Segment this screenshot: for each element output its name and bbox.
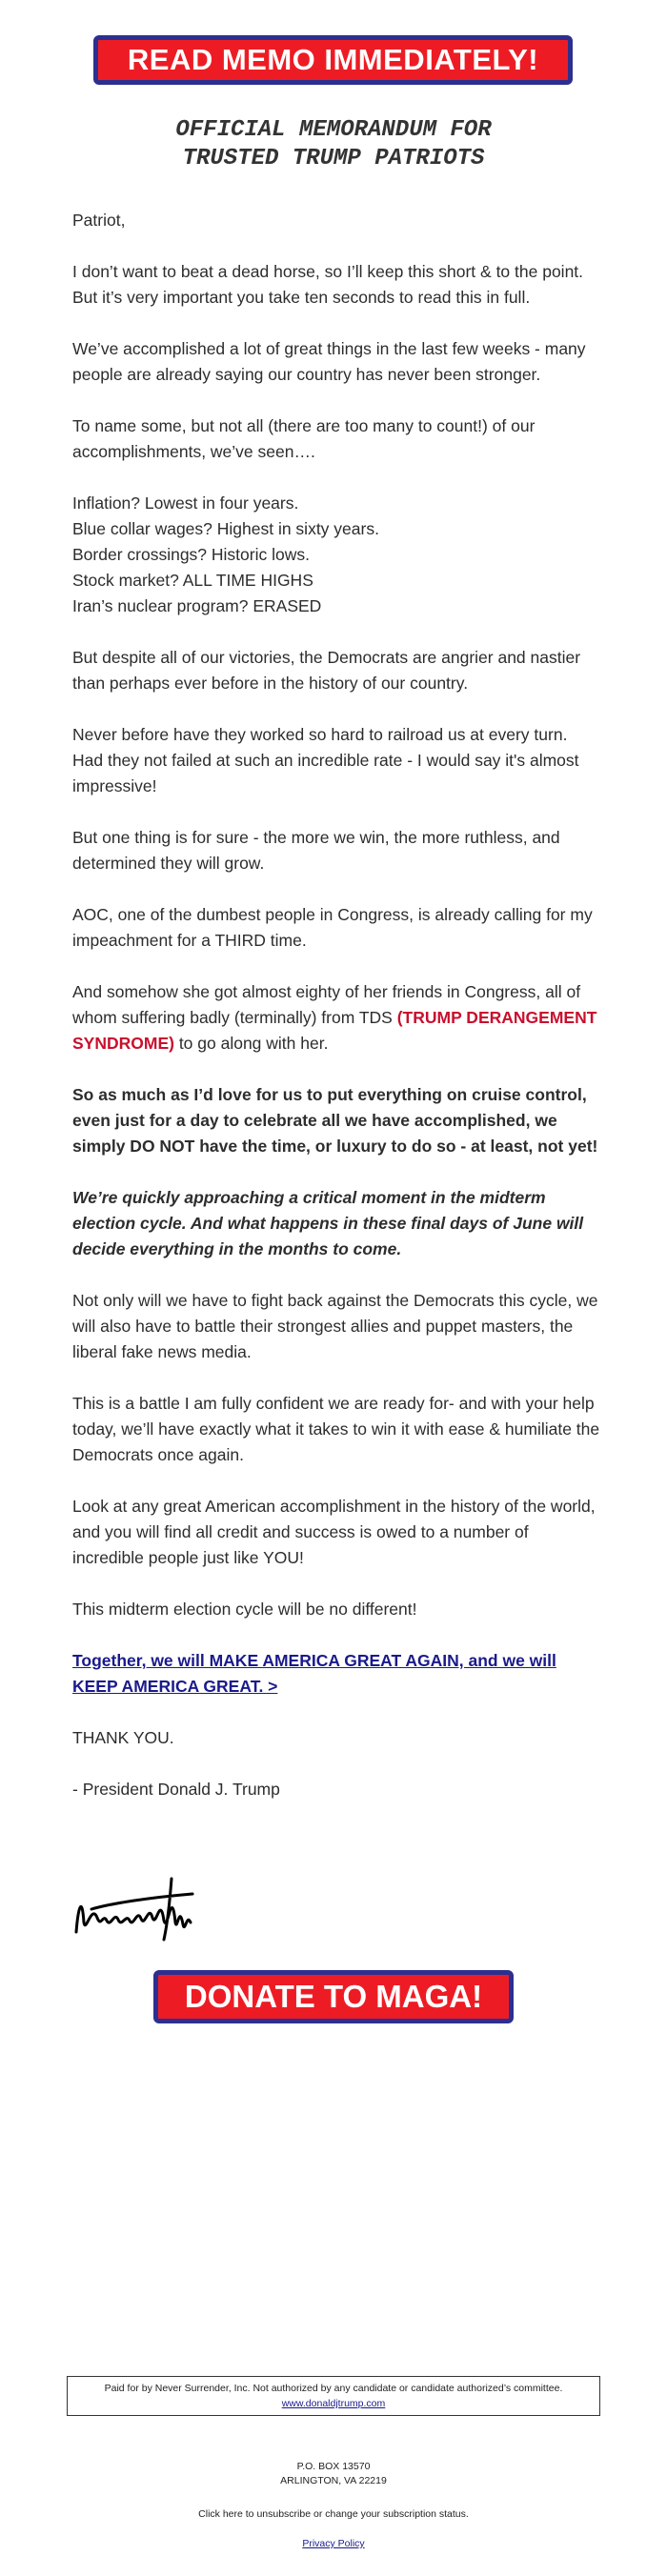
accomplishments-list bbox=[72, 491, 602, 619]
paragraph-6: But one thing is for sure - the more we win, the more ruthless, and determined they will grow. bbox=[72, 828, 560, 873]
paragraph-14: This midterm election cycle will be no different! bbox=[72, 1600, 417, 1619]
paragraph-4: But despite all of our victories, the Democrats are angrier and nastier than perhaps ever before in the history of our country. bbox=[72, 648, 581, 693]
paragraph-3: To name some, but not all (there are too many to count!) of our accomplishments, we’ve seen…. bbox=[72, 416, 536, 461]
paragraph-11: Not only will we have to fight back against the Democrats this cycle, we will also have to battle their strongest allies and puppet masters, the liberal fake news media. bbox=[72, 1291, 598, 1361]
tds-highlight: (TRUMP DERANGEMENT SYNDROME) bbox=[72, 1008, 597, 1053]
city-state-zip: ARLINGTON, VA 22219 bbox=[280, 2475, 387, 2486]
signature-stroke bbox=[76, 1879, 192, 1940]
paragraph-13: Look at any great American accomplishment in the history of the world, and you will find all credit and success is owed to a number of incredible people just like YOU! bbox=[72, 1497, 596, 1567]
cta-paragraph bbox=[72, 1648, 602, 1700]
paragraph-7: AOC, one of the dumbest people in Congress, is already calling for my impeachment for a THIRD time. bbox=[72, 905, 593, 950]
paragraph-5: Never before have they worked so hard to railroad us at every turn. Had they not failed at such an incredible rate - I would say it's almost impressive! bbox=[72, 725, 579, 795]
list-item: Blue collar wages? Highest in sixty years. bbox=[72, 519, 379, 538]
list-item: Border crossings? Historic lows. bbox=[72, 545, 310, 564]
thank-you: THANK YOU. bbox=[72, 1728, 174, 1747]
paragraph-8 bbox=[72, 979, 602, 1057]
list-item: Iran’s nuclear program? ERASED bbox=[72, 596, 322, 615]
paragraph-2: We’ve accomplished a lot of great things in the last few weeks - many people are already saying our country has never been stronger. bbox=[72, 339, 586, 384]
disclaimer-text: Paid for by Never Surrender, Inc. Not authorized by any candidate or candidate authorized’s committee. bbox=[104, 2383, 563, 2394]
donate-button[interactable]: DONATE TO MAGA! bbox=[153, 1970, 514, 2023]
memo-title-line2: TRUSTED TRUMP PATRIOTS bbox=[182, 146, 485, 171]
paragraph-8-start: And somehow she got almost eighty of her friends in Congress, all of whom suffering badly (terminally) from TDS bbox=[72, 982, 581, 1027]
paragraph-9: So as much as I’d love for us to put everything on cruise control, even just for a day to celebrate all we have accomplished, we simply DO NOT have the time, or luxury to do so - at least, not yet! bbox=[72, 1085, 598, 1156]
paragraph-10: We’re quickly approaching a critical moment in the midterm election cycle. And what happens in these final days of June will decide everything in the months to come. bbox=[72, 1188, 584, 1258]
paid-for-disclaimer bbox=[67, 2376, 600, 2416]
read-memo-button[interactable]: READ MEMO IMMEDIATELY! bbox=[93, 35, 573, 85]
mailing-address bbox=[0, 2460, 667, 2488]
signoff: - President Donald J. Trump bbox=[72, 1780, 280, 1799]
paragraph-1: I don’t want to beat a dead horse, so I’ll keep this short & to the point. But it’s very important you take ten seconds to read this in full. bbox=[72, 262, 584, 307]
po-box: P.O. BOX 13570 bbox=[296, 2461, 371, 2472]
paragraph-12: This is a battle I am fully confident we are ready for- and with your help today, we’ll have exactly what it takes to win it with ease & humiliate the Democrats once again. bbox=[72, 1394, 600, 1464]
memo-title-line1: OFFICIAL MEMORANDUM FOR bbox=[175, 117, 492, 143]
list-item: Inflation? Lowest in four years. bbox=[72, 493, 299, 513]
privacy-footer bbox=[0, 2537, 667, 2551]
letter-body bbox=[72, 208, 602, 1828]
list-item: Stock market? ALL TIME HIGHS bbox=[72, 571, 313, 590]
signature-image bbox=[72, 1865, 196, 1942]
unsubscribe-link[interactable]: Click here to unsubscribe or change your subscription status. bbox=[198, 2508, 469, 2520]
website-link[interactable]: www.donaldjtrump.com bbox=[281, 2398, 386, 2409]
memo-title bbox=[86, 116, 581, 173]
privacy-policy-link[interactable]: Privacy Policy bbox=[302, 2538, 365, 2549]
greeting: Patriot, bbox=[72, 211, 126, 230]
paragraph-8-end: to go along with her. bbox=[173, 1034, 329, 1053]
make-america-great-link[interactable]: Together, we will MAKE AMERICA GREAT AGAIN, and we will KEEP AMERICA GREAT. > bbox=[72, 1651, 556, 1696]
